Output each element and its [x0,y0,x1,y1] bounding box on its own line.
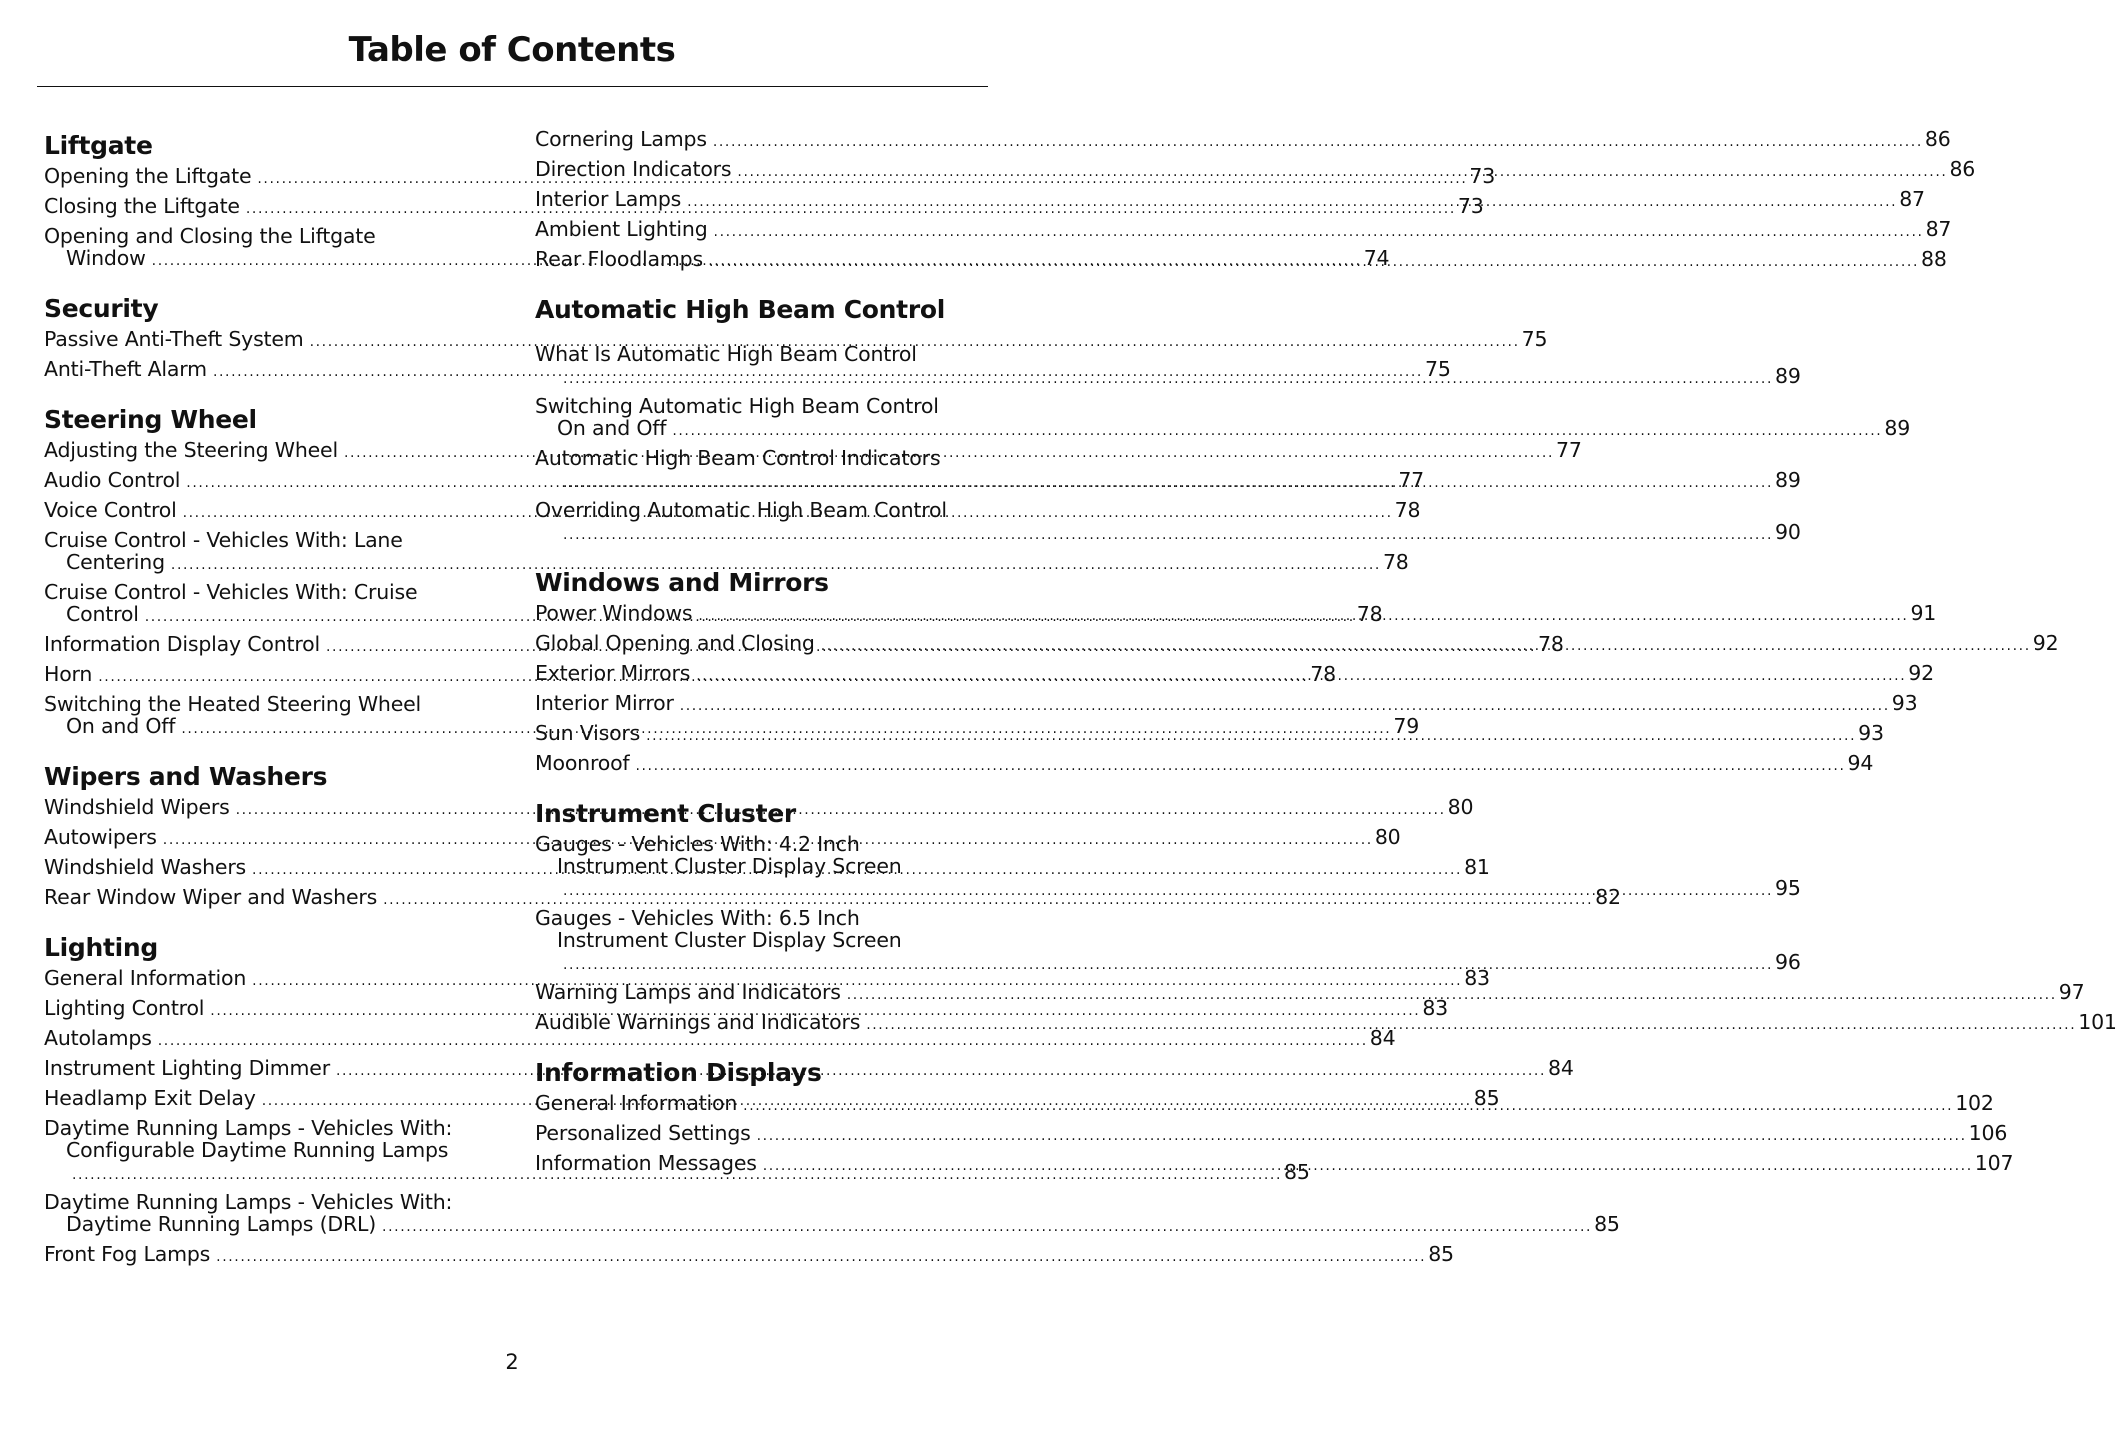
entry-title-line: General Information [44,966,247,990]
toc-entry[interactable] [535,751,1874,775]
entry-page-number: 83 [1422,996,1449,1020]
entry-title-line: Audio Control [44,468,181,492]
entry-title-line: Windshield Washers [44,855,247,879]
entry-last-line [44,1242,1454,1266]
dot-leader [563,957,1773,976]
entry-title-line: Opening and Closing the Liftgate [44,224,376,248]
entry-last-line [535,217,1952,241]
entry-title-line: Instrument Cluster Display Screen [557,928,902,952]
section-heading: Steering Wheel [44,405,257,434]
dot-leader [216,1249,1426,1268]
entry-last-line [535,950,1801,974]
entry-title-line: Interior Lamps [535,187,682,211]
entry-title-line: Switching Automatic High Beam Control [535,394,939,418]
entry-page-number: 84 [1548,1056,1574,1080]
entry-page-number: 73 [1457,194,1484,218]
entry-page-number: 90 [1775,520,1801,544]
dot-leader [698,608,1908,627]
entry-page-number: 85 [1428,1242,1454,1266]
entry-page-number: 92 [2032,631,2059,655]
entry-last-line [44,468,1425,492]
entry-page-number: 75 [1424,357,1451,381]
dot-leader [737,164,1947,183]
page-number: 2 [505,1350,519,1374]
entry-page-number: 87 [1925,217,1952,241]
dot-leader [696,668,1906,687]
entry-title-line: Power Windows [535,601,693,625]
entry-title-line: General Information [535,1091,738,1115]
entry-title-line: Autowipers [44,825,157,849]
entry-page-number: 85 [1284,1160,1310,1184]
entry-last-line [535,127,1951,151]
entry-title-line: Instrument Lighting Dimmer [44,1056,330,1080]
entry-page-number: 88 [1921,247,1947,271]
dot-leader [382,1219,1592,1238]
entry-title-line: Rear Floodlamps [535,247,703,271]
dot-leader [714,224,1924,243]
toc-entry[interactable] [535,127,1951,151]
section-heading: Wipers and Washers [44,762,328,791]
entry-title-line: Adjusting the Steering Wheel [44,438,338,462]
entry-title-line: Automatic High Beam Control Indicators [535,446,941,470]
section-heading: Windows and Mirrors [535,568,829,597]
toc-entry[interactable] [44,1026,1396,1050]
entry-title-line: Centering [66,550,165,574]
entry-page-number: 82 [1595,885,1621,909]
title-divider [37,86,988,87]
entry-title-line: Audible Warnings and Indicators [535,1010,861,1034]
entry-page-number: 85 [1473,1086,1500,1110]
dot-leader [743,1098,1953,1117]
dot-leader [563,371,1773,390]
entry-title-line: Horn [44,662,93,686]
section-heading: Lighting [44,933,159,962]
entry-title-line: Information Display Control [44,632,320,656]
toc-entry[interactable] [44,966,1490,990]
dot-leader [563,883,1773,902]
toc-entry[interactable] [535,691,1918,715]
dot-leader [680,698,1890,717]
dot-leader [635,758,1845,777]
entry-page-number: 74 [1363,246,1390,270]
dot-leader [866,1017,2076,1036]
entry-last-line [535,1121,2008,1145]
entry-title-line: Direction Indicators [535,157,732,181]
entry-page-number: 79 [1393,714,1420,738]
dot-leader [847,987,2057,1006]
toc-entry[interactable] [535,906,1801,974]
entry-title-line: Personalized Settings [535,1121,751,1145]
entry-page-number: 91 [1910,601,1937,625]
entry-title-line: Switching the Heated Steering Wheel [44,692,422,716]
entry-title-line: Control [66,602,139,626]
entry-title-line: Instrument Cluster Display Screen [557,854,902,878]
dot-leader [563,527,1773,546]
dot-leader [709,254,1919,273]
entry-page-number: 81 [1464,855,1490,879]
entry-page-number: 78 [1394,498,1421,522]
dot-leader [687,194,1897,213]
entry-title-line: Exterior Mirrors [535,661,691,685]
entry-page-number: 96 [1775,950,1801,974]
dot-leader [672,423,1882,442]
entry-title-line: Voice Control [44,498,177,522]
entry-title-line: Information Messages [535,1151,757,1175]
entry-last-line [44,966,1490,990]
entry-title-line: Windshield Wipers [44,795,230,819]
entry-title-line: Autolamps [44,1026,152,1050]
entry-last-line [535,691,1918,715]
section-heading: Information Displays [535,1058,822,1087]
entry-page-number: 84 [1369,1026,1396,1050]
dot-leader [646,728,1856,747]
toc-entry[interactable] [44,1190,1620,1236]
section-heading: Liftgate [44,131,153,160]
entry-page-number: 87 [1899,187,1925,211]
entry-title-line: Ambient Lighting [535,217,708,241]
entry-page-number: 86 [1924,127,1951,151]
entry-title-line: Cruise Control - Vehicles With: Lane [44,528,403,552]
entry-page-number: 78 [1310,662,1336,686]
toc-entry[interactable] [535,980,2085,1004]
entry-title-line: Closing the Liftgate [44,194,240,218]
entry-page-number: 102 [1955,1091,1994,1115]
entry-last-line [535,416,1911,440]
entry-title-line: Overriding Automatic High Beam Control [535,498,947,522]
entry-title-line: Front Fog Lamps [44,1242,211,1266]
entry-title-line: Cruise Control - Vehicles With: Cruise [44,580,418,604]
entry-page-number: 80 [1374,825,1401,849]
toc-entry[interactable] [44,1242,1454,1266]
entry-page-number: 107 [1974,1151,2014,1175]
entry-page-number: 78 [1538,632,1564,656]
entry-page-number: 80 [1447,795,1474,819]
entry-page-number: 83 [1464,966,1490,990]
entry-page-number: 95 [1775,876,1801,900]
entry-last-line [44,996,1449,1020]
entry-page-number: 89 [1775,468,1801,492]
entry-last-line [44,885,1621,909]
toc-entry[interactable] [535,1010,2117,1034]
entry-page-number: 77 [1556,438,1582,462]
entry-last-line [44,327,1548,351]
entry-title-line: Lighting Control [44,996,205,1020]
dot-leader [757,1128,1967,1147]
entry-title-line: Global Opening and Closing [535,631,815,655]
entry-page-number: 93 [1891,691,1918,715]
entry-last-line [44,1026,1396,1050]
entry-title-line: Gauges - Vehicles With: 4.2 Inch [535,832,860,856]
entry-title-line: Interior Mirror [535,691,674,715]
entry-title-line: Cornering Lamps [535,127,707,151]
entry-last-line [535,980,2085,1004]
toc-entry[interactable] [44,996,1449,1020]
entry-page-number: 89 [1884,416,1911,440]
entry-title-line: Rear Window Wiper and Washers [44,885,378,909]
entry-page-number: 78 [1356,602,1383,626]
entry-title-line: Warning Lamps and Indicators [535,980,841,1004]
entry-page-number: 75 [1521,327,1548,351]
entry-page-number: 97 [2058,980,2085,1004]
entry-last-line [44,357,1451,381]
entry-title-line: Window [66,246,146,270]
dot-leader [763,1158,1973,1177]
entry-page-number: 94 [1847,751,1874,775]
entry-title-line: Sun Visors [535,721,641,745]
entry-title-line: Daytime Running Lamps (DRL) [66,1212,377,1236]
entry-last-line [44,550,1409,574]
section-heading: Instrument Cluster [535,799,796,828]
entry-title-line: Opening the Liftgate [44,164,252,188]
toc-entry[interactable] [44,327,1548,351]
entry-title-line: Passive Anti-Theft System [44,327,304,351]
entry-page-number: 77 [1398,468,1425,492]
entry-title-line: Gauges - Vehicles With: 6.5 Inch [535,906,860,930]
entry-page-number: 106 [1968,1121,2008,1145]
toc-entry[interactable] [535,217,1952,241]
toc-entry[interactable] [44,885,1621,909]
page-title: Table of Contents [348,30,676,70]
entry-title-line: On and Off [66,714,176,738]
entry-page-number: 78 [1382,550,1409,574]
entry-title-line: Moonroof [535,751,630,775]
entry-last-line [535,1010,2117,1034]
entry-last-line [535,520,1801,544]
toc-entry[interactable] [44,357,1451,381]
entry-page-number: 73 [1469,164,1496,188]
entry-title-line: Configurable Daytime Running Lamps [66,1138,449,1162]
entry-last-line [44,1212,1620,1236]
entry-title-line: On and Off [557,416,667,440]
toc-entry[interactable] [535,1121,2008,1145]
toc-entry[interactable] [535,394,1911,440]
dot-leader [821,638,2031,657]
entry-title-line: Anti-Theft Alarm [44,357,207,381]
entry-page-number: 86 [1949,157,1976,181]
dot-leader [563,475,1773,494]
toc-entry[interactable] [44,528,1409,574]
entry-title-line: Daytime Running Lamps - Vehicles With: [44,1116,453,1140]
entry-page-number: 101 [2078,1010,2117,1034]
section-heading: Security [44,294,159,323]
entry-page-number: 92 [1908,661,1934,685]
dot-leader [713,134,1923,153]
section-heading: Automatic High Beam Control [535,295,946,324]
entry-page-number: 89 [1775,364,1801,388]
toc-entry[interactable] [44,468,1425,492]
entry-title-line: What Is Automatic High Beam Control [535,342,917,366]
entry-page-number: 85 [1594,1212,1620,1236]
entry-title-line: Headlamp Exit Delay [44,1086,256,1110]
entry-last-line [535,751,1874,775]
entry-title-line: Daytime Running Lamps - Vehicles With: [44,1190,453,1214]
entry-page-number: 93 [1858,721,1884,745]
